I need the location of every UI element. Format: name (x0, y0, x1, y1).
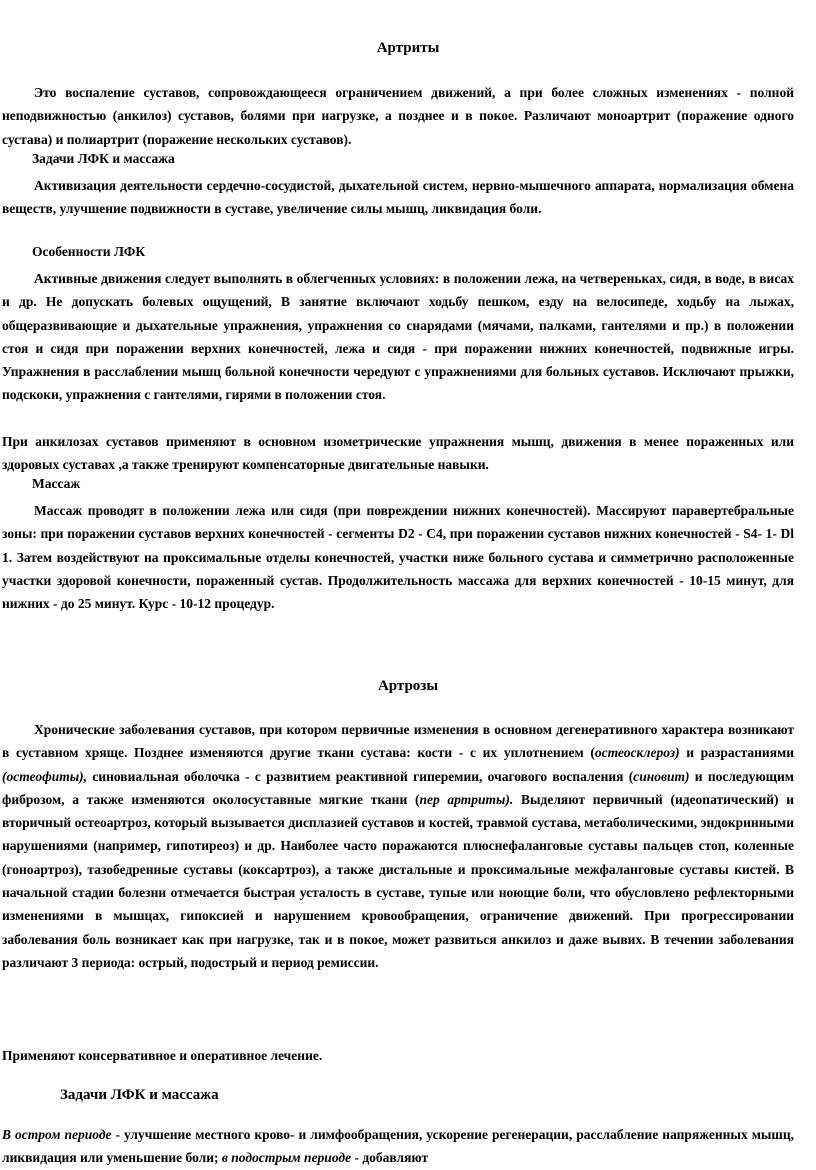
heading-arthritis-tasks: Задачи ЛФК и массажа (32, 151, 175, 166)
treatment-text: Применяют консервативное и оперативное лечение. (2, 1048, 323, 1063)
ankylosis-text: При анкилозах суставов применяют в основном изометрические упражнения мышц, движения в менее пораженных или здоровых суставах ,а также тренируют компенсаторные двигательные навыки. (2, 434, 794, 473)
lfk-features-text: Активные движения следует выполнять в облегченных условиях: в положении лежа, на четвереньках, сидя, в воде, в висах и др. Не допускать болевых ощущений, В занятие включают ходьбу пешком, езду на велосипеде, ходьбу на лыжах, общеразвивающие и дыхательные упражнения, упражнения со снарядами (мячами, палками, гантелями и пр.) в положении стоя и сидя при поражении верхних конечностей, лежа и сидя - при поражении нижних конечностей, подвижные игры. Упражнения в расслаблении мышц больной конечности чередуют с упражнениями для больных суставов. Исключают прыжки, подскоки, упражнения с гантелями, гирями в положении стоя. (2, 271, 794, 403)
heading-massage: Массаж (32, 476, 81, 491)
arthritis-intro: Это воспаление суставов, сопровождающееся ограничением движений, а при более сложных изменениях - полной неподвижностью (анкилоз) суставов, болями при нагрузке, а позднее и в покое. Различают моноартрит (поражение одного сустава) и полиартрит (поражение нескольких суставов). (2, 85, 794, 147)
title-arthrosis: Артрозы (377, 678, 439, 694)
heading-arthrosis-tasks: Задачи ЛФК и массажа (60, 1087, 219, 1103)
arthrosis-description: Хронические заболевания суставов, при котором первичные изменения в основном дегенеративного характера возникают в суставном хряще. Позднее изменяются другие ткани сустава: кости - с их уплотнением (остеосклероз) и разрастаниями (остеофиты), синовиальная оболочка - с развитием реактивной гиперемии, очагового воспаления (синовит) и последующим фиброзом, а также изменяются околосуставные мягкие ткани (пер артриты). Выделяют первичный (идеопатический) и вторичный остеоартроз, который вызывается дисплазией суставов и костей, травмой сустава, метаболическими, эндокринными нарушениями (например, гипотиреоз) и др. Наиболее часто поражаются плюснефаланговые суставы пальцев стоп, коленные (гоноартроз), тазобедренные суставы (коксартроз), а также дистальные и проксимальные межфаланговые суставы кистей. В начальной стадии болезни отмечается быстрая усталость в суставе, тупые или ноющие боли, что обусловлено рефлекторными изменениями в мышцах, гипоксией и нарушением кровообращения, ограничение движений. При прогрессировании заболевания боль возникает как при нагрузке, так и в покое, может развиться анкилоз и даже вывих. В течении заболевания различают 3 периода: острый, подострый и период ремиссии. (2, 722, 795, 970)
heading-lfk-features: Особенности ЛФК (32, 244, 146, 259)
arthritis-tasks-text: Активизация деятельности сердечно-сосудистой, дыхательной систем, нервно-мышечного аппарата, нормализация обмена веществ, улучшение подвижности в суставе, увеличение силы мышц, ликвидация боли. (2, 178, 794, 217)
massage-text: Массаж проводят в положении лежа или сидя (при повреждении нижних конечностей). Массируют паравертебральные зоны: при поражении суставов верхних конечностей - сегменты D2 - C4, при поражении суставов нижних конечностей - S4- 1- Dl 1. Затем воздействуют на проксимальные отделы конечностей, участки ниже больного сустава и симметрично расположенные участки здоровой конечности, пораженный сустав. Продолжительность массажа для верхних конечностей - 10-15 минут, для нижних - до 25 минут. Курс - 10-12 процедур. (2, 503, 794, 612)
title-arthritis: Артриты (376, 40, 440, 56)
arthrosis-tasks-text: В остром периоде - улучшение местного крово- и лимфообращения, ускорение регенерации, расслабление напряженных мышц, ликвидация или уменьшение боли; в подострым периоде - добавляют (2, 1127, 794, 1166)
